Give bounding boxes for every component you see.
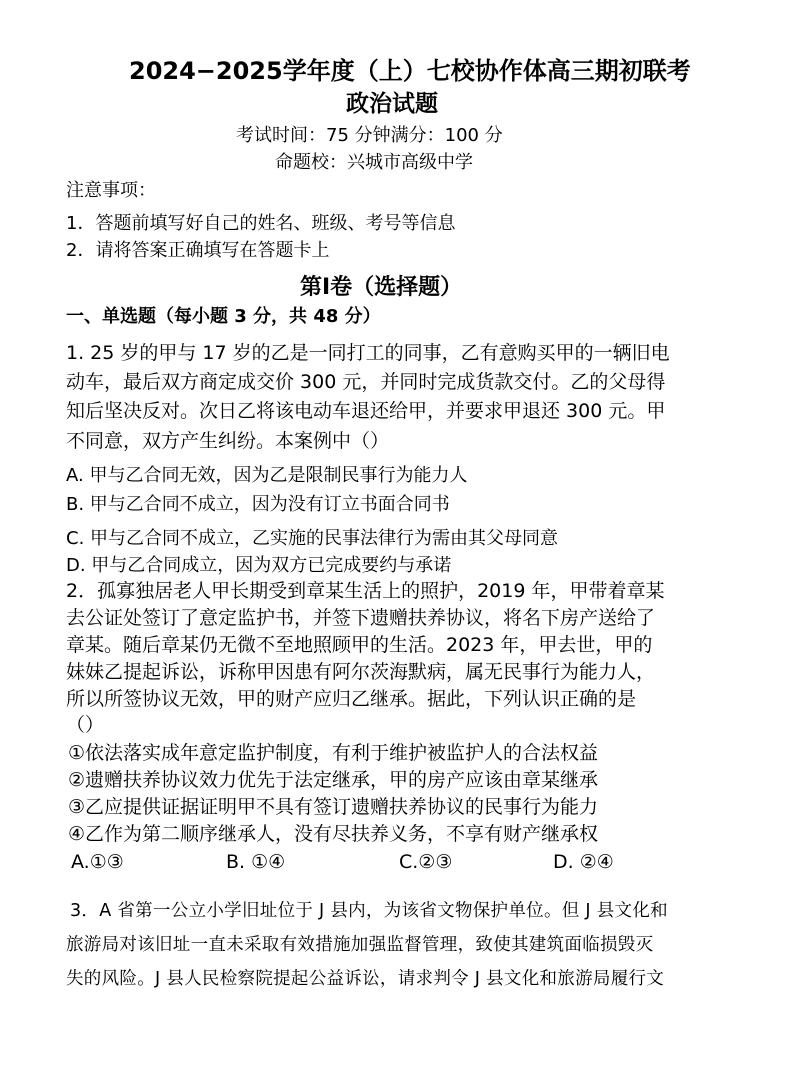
q1-line: 知后坚决反对。次日乙将该电动车退还给甲，并要求甲退还 300 元。甲 xyxy=(66,400,666,422)
school-name: 命题校：兴城市高级中学 xyxy=(275,152,473,173)
q2-line: 所以所签协议无效，甲的财产应归乙继承。据此，下列认识正确的是 xyxy=(66,688,637,710)
q2-statement: ④乙作为第二顺序继承人，没有尽扶养义务，不享有财产继承权 xyxy=(68,823,599,845)
section-title: 一、单选题（每小题 3 分，共 48 分） xyxy=(66,306,381,327)
q1-line: 不同意，双方产生纠纷。本案例中（） xyxy=(66,430,390,452)
subject-title: 政治试题 xyxy=(346,91,438,117)
q1-option-c[interactable]: C. 甲与乙合同不成立，乙实施的民事法律行为需由其父母同意 xyxy=(66,528,559,549)
q2-option-a[interactable]: A.①③ xyxy=(71,851,124,873)
q1-option-d[interactable]: D. 甲与乙合同成立，因为双方已完成要约与承诺 xyxy=(66,555,452,576)
q2-line: 妹妹乙提起诉讼，诉称甲因患有阿尔茨海默病，属无民事行为能力人， xyxy=(66,661,656,683)
notice-item: 1．答题前填写好自己的姓名、班级、考号等信息 xyxy=(66,213,456,234)
q3-line: 失的风险。J 县人民检察院提起公益诉讼，请求判令 J 县文化和旅游局履行文 xyxy=(66,969,665,989)
q2-statement: ③乙应提供证据证明甲不具有签订遗赠扶养协议的民事行为能力 xyxy=(68,796,599,818)
notice-item: 2．请将答案正确填写在答题卡上 xyxy=(66,240,330,261)
q3-line: 3．A 省第一公立小学旧址位于 J 县内，为该省文物保护单位。但 J 县文化和 xyxy=(70,901,668,921)
q2-line: 去公证处签订了意定监护书，并签下遗赠扶养协议，将名下房产送给了 xyxy=(66,607,656,629)
notice-heading: 注意事项： xyxy=(66,180,156,201)
q2-line: （） xyxy=(66,714,105,736)
q2-statement: ②遗赠扶养协议效力优先于法定继承，甲的房产应该由章某继承 xyxy=(68,769,599,791)
q2-line: 2．孤寡独居老人甲长期受到章某生活上的照护，2019 年，甲带着章某 xyxy=(66,580,665,602)
q1-option-b[interactable]: B. 甲与乙合同不成立，因为没有订立书面合同书 xyxy=(66,494,450,515)
q2-option-d[interactable]: D. ②④ xyxy=(553,851,614,873)
exam-title: 2024−2025学年度（上）七校协作体高三期初联考 xyxy=(129,57,691,85)
q2-line: 章某。随后章某仍无微不至地照顾甲的生活。2023 年，甲去世，甲的 xyxy=(66,634,653,656)
part-title: 第Ⅰ卷（选择题） xyxy=(300,275,463,300)
q2-option-c[interactable]: C.②③ xyxy=(399,851,453,873)
q1-line: 1. 25 岁的甲与 17 岁的乙是一同打工的同事，乙有意购买甲的一辆旧电 xyxy=(66,342,670,364)
q3-line: 旅游局对该旧址一直未采取有效措施加强监督管理，致使其建筑面临损毁灭 xyxy=(66,935,654,955)
q2-option-b[interactable]: B. ①④ xyxy=(226,851,286,873)
q1-option-a[interactable]: A. 甲与乙合同无效，因为乙是限制民事行为能力人 xyxy=(66,465,468,486)
q1-line: 动车，最后双方商定成交价 300 元，并同时完成货款交付。乙的父母得 xyxy=(66,371,666,393)
q2-statement: ①依法落实成年意定监护制度，有利于维护被监护人的合法权益 xyxy=(68,742,599,764)
exam-time: 考试时间：75 分钟满分：100 分 xyxy=(236,125,503,146)
